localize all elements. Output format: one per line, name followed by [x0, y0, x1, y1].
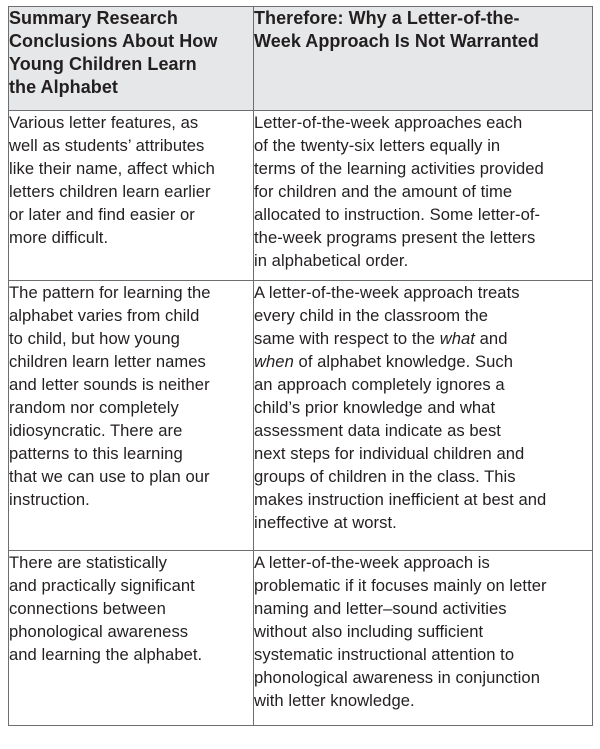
therefore-text-part: and: [479, 329, 508, 348]
table-header-row: [9, 7, 593, 111]
conclusion-cell: There are statistically and practically significant connections between phonological awareness and learning the alphabet.: [9, 551, 254, 726]
table-row: [9, 111, 593, 281]
conclusion-cell: The pattern for learning the alphabet varies from child to child, but how young children learn letter names and letter sounds is neither random nor completely idiosyncratic. There are patterns to this learning that we can use to plan our instruction.: [9, 281, 254, 551]
therefore-cell: A letter-of-the-week approach is problematic if it focuses mainly on letter naming and letter–sound activities without also including sufficient systematic instructional attention to phonological awareness in conjunction with letter knowledge.: [254, 551, 593, 726]
italic-what: what: [439, 329, 475, 348]
therefore-cell: [254, 281, 593, 551]
header-why-not-warranted: Therefore: Why a Letter-of-the- Week Approach Is Not Warranted: [254, 7, 593, 111]
therefore-text-part: A letter-of-the-week approach treats every child in the classroom the same with respect to the: [254, 283, 520, 348]
conclusion-cell: Various letter features, as well as students’ attributes like their name, affect which letters children learn earlier or later and find easier or more difficult.: [9, 111, 254, 281]
table-row: [9, 551, 593, 726]
italic-when: when: [254, 352, 294, 371]
therefore-text-part: of alphabet knowledge. Such an approach completely ignores a child’s prior knowledge and what assessment data indicate as best next steps for individual children and groups of children in the class. This makes instruction inefficient at best and ineffective at worst.: [254, 352, 547, 532]
therefore-cell: Letter-of-the-week approaches each of the twenty-six letters equally in terms of the learning activities provided for children and the amount of time allocated to instruction. Some letter-of- the-week programs present the letters in alphabetical order.: [254, 111, 593, 281]
table-row: [9, 281, 593, 551]
research-summary-table: [8, 6, 593, 726]
header-research-conclusions: Summary Research Conclusions About How Young Children Learn the Alphabet: [9, 7, 254, 111]
